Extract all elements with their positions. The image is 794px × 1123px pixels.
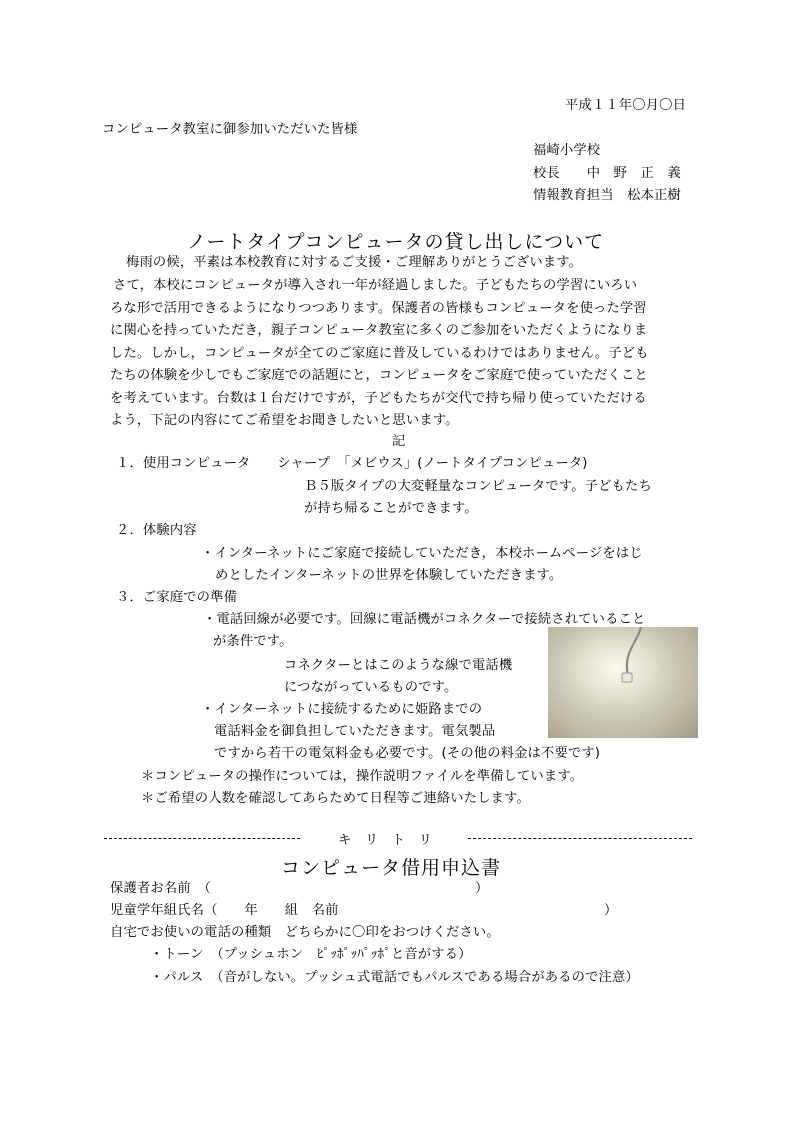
form-title: コンピュータ借用申込書	[281, 857, 502, 879]
item3-desc-line-4: 電話料金を御負担していただきます。電気製品	[214, 724, 496, 739]
option-tone: ・トーン （プッシュホン ﾋﾟｯﾎﾟｯﾊﾟｯﾎﾟと音がする）	[150, 947, 472, 962]
ki-mark: 記	[392, 434, 406, 449]
cut-line-right	[468, 838, 692, 839]
note-2: ＊ご希望の人数を確認してあらためて日程等ご連絡いたします。	[141, 791, 530, 806]
item1-desc-line-2: が持ち帰ることができます。	[304, 501, 478, 516]
guardian-name-close: ）	[475, 881, 489, 896]
intro-line-6: たちの体験を少しでもご家庭での話題にと，コンピュータをご家庭で使っていただくこと	[110, 368, 648, 383]
letter-date: 平成１１年〇月〇日	[565, 98, 687, 113]
phone-cable-icon	[548, 627, 698, 738]
phone-type-question: 自宅でお使いの電話の種類 どちらかに〇印をおつけください。	[110, 925, 500, 940]
cut-line-left	[104, 838, 300, 839]
student-name-close: ）	[604, 903, 618, 918]
intro-line-1: 梅雨の候，平素は本校教育に対するご支援・ご理解ありがとうございます。	[126, 255, 583, 270]
connector-photo	[548, 627, 698, 738]
letter-recipient: コンピュータ教室に御参加いただいた皆様	[102, 122, 358, 137]
guardian-name-label: 保護者お名前 （	[110, 881, 211, 896]
item1-desc-line-1: Ｂ５版タイプの大変軽量なコンピュータです。子どもたち	[304, 479, 652, 494]
cut-label: キ リ ト リ	[338, 833, 433, 848]
item2-heading: ２．体験内容	[116, 523, 197, 538]
intro-line-2: さて，本校にコンピュータが導入され一年が経過しました。子どもたちの学習にいろい	[113, 278, 638, 293]
item2-desc-line-2: めとしたインターネットの世界を体験していただきます。	[215, 568, 563, 583]
intro-line-4: に関心を持っていただき，親子コンピュータ教室に多くのご参加をいただくようになりま	[110, 323, 648, 338]
item3-heading: ３．ご家庭での準備	[116, 590, 238, 605]
student-name-label: 児童学年組氏名（ 年 組 名前	[110, 903, 339, 918]
letter-title: ノートタイプコンピュータの貸し出しについて	[187, 231, 605, 253]
item3-desc-line-5: ですから若干の電気料金も必要です。(その他の料金は不要です)	[214, 746, 601, 761]
connector-note-line-2: につながっているものです。	[284, 680, 458, 695]
item3-desc-line-1: ・電話回線が必要です。回線に電話機がコネクターで接続されていること	[203, 612, 646, 627]
item3-desc-line-2: が条件です。	[213, 634, 293, 649]
intro-line-5: した。しかし，コンピュータが全てのご家庭に普及しているわけではありません。子ども	[110, 346, 649, 361]
option-pulse: ・パルス （音がしない。プッシュ式電話でもパルスである場合があるので注意）	[150, 970, 639, 985]
intro-line-8: よう，下記の内容にてご希望をお聞きしたいと思います。	[110, 413, 459, 428]
item1-heading: １．使用コンピュータ シャープ 「メビウス」(ノートタイプコンピュータ)	[116, 456, 588, 471]
principal-name: 校長 中 野 正 義	[533, 166, 681, 181]
note-1: ＊コンピュータの操作については，操作説明ファイルを準備しています。	[141, 769, 584, 784]
intro-line-3: ろな形で活用できるようになりつつあります。保護者の皆様もコンピュータを使った学習	[110, 301, 647, 316]
item3-desc-line-3: ・インターネットに接続するために姫路までの	[201, 702, 483, 717]
school-name: 福崎小学校	[533, 143, 601, 158]
connector-note-line-1: コネクターとはこのような線で電話機	[284, 658, 513, 673]
item2-desc-line-1: ・インターネットにご家庭で接続していただき，本校ホームページをはじ	[201, 546, 643, 561]
it-teacher-name: 情報教育担当 松本正樹	[533, 188, 681, 203]
intro-line-7: を考えています。台数は１台だけですが，子どもたちが交代で持ち帰り使っていただける	[110, 391, 647, 406]
